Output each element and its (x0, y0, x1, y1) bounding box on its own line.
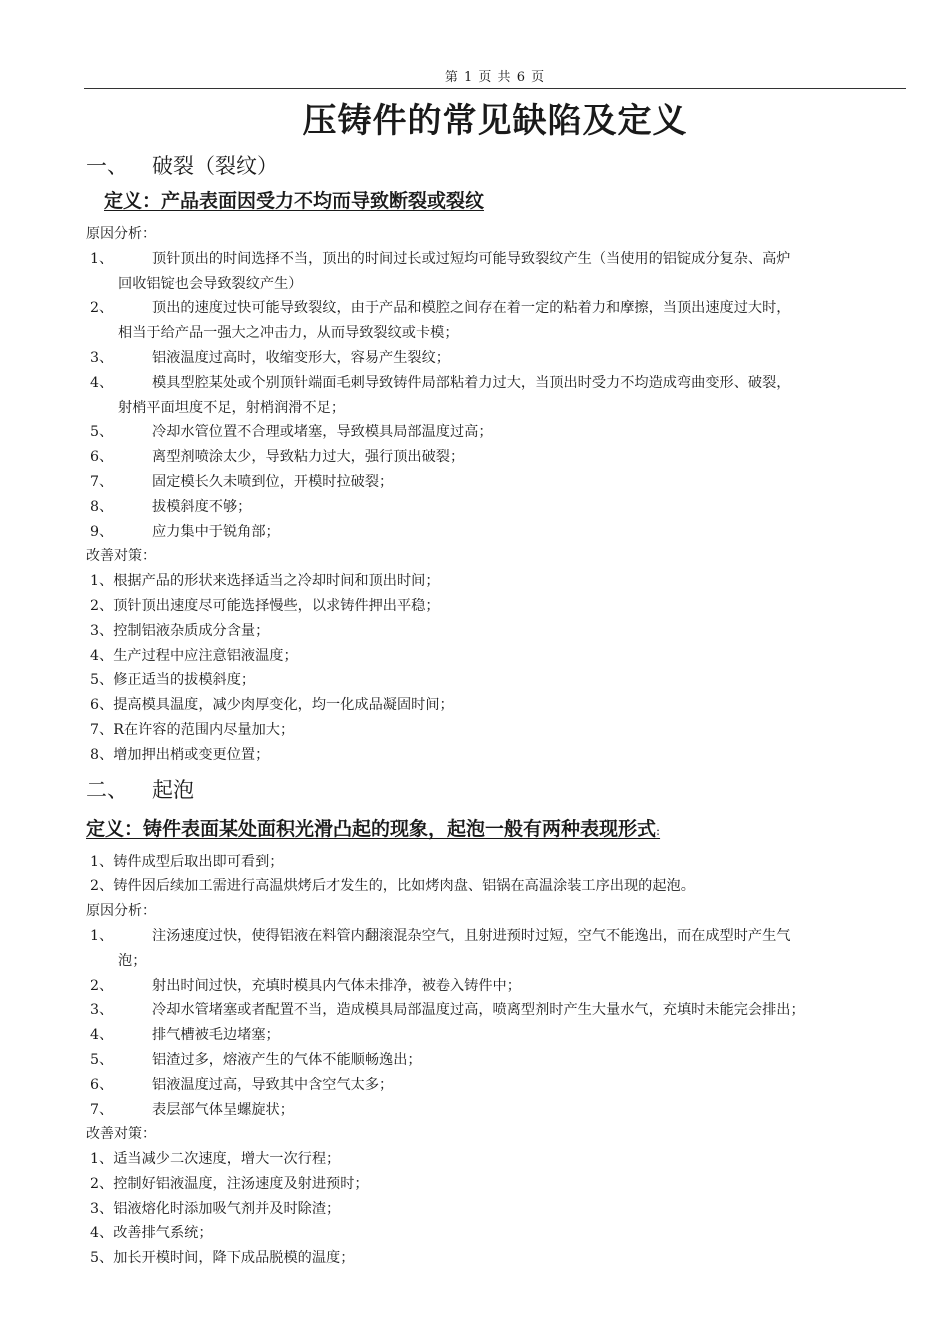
cause-text-line: 顶针顶出的时间选择不当，顶出的时间过长或过短均可能导致裂纹产生（当使用的铝锭成分复杂、高炉 (152, 250, 791, 267)
cause-text (152, 470, 908, 495)
cause-number: 5、 (90, 424, 114, 441)
measure-item: 7、R在许容的范围内尽量加大； (90, 721, 295, 738)
cause-text (152, 445, 908, 470)
cause-number: 7、 (90, 473, 114, 490)
cause-text-line: 冷却水管位置不合理或堵塞，导致模具局部温度过高； (152, 424, 493, 441)
cause-text-line: 冷却水管堵塞或者配置不当，造成模具局部温度过高，喷离型剂时产生大量水气，充填时未能完会排出； (152, 1002, 805, 1019)
cause-text (152, 520, 908, 545)
cause-item (86, 445, 908, 470)
cause-item (86, 495, 908, 520)
cause-item (86, 998, 908, 1023)
cause-item (86, 924, 908, 974)
causes-label-2: 原因分析： (86, 903, 156, 920)
cause-text-continuation: 相当于给产品一强大之冲击力，从而导致裂纹或卡模； (118, 325, 459, 342)
forms-list-2 (86, 850, 908, 900)
document-body (86, 148, 908, 1271)
measures-label-1: 改善对策： (86, 548, 156, 565)
cause-number: 3、 (90, 349, 114, 366)
cause-number: 2、 (90, 300, 114, 317)
cause-text-line: 表层部气体呈螺旋状； (152, 1101, 294, 1118)
section-number: 二、 (86, 777, 128, 802)
cause-text-line: 铝液温度过高时，收缩变形大，容易产生裂纹； (152, 349, 450, 366)
cause-text-line: 应力集中于锐角部； (152, 523, 280, 540)
cause-text-line: 铝渣过多，熔液产生的气体不能顺畅逸出； (152, 1051, 422, 1068)
cause-number: 7、 (90, 1101, 114, 1118)
cause-item (86, 520, 908, 545)
cause-text (152, 1073, 908, 1098)
cause-text-line: 固定模长久未喷到位，开模时拉破裂； (152, 473, 394, 490)
cause-number: 3、 (90, 1002, 114, 1019)
cause-text (118, 247, 908, 297)
cause-text (152, 495, 908, 520)
cause-text (152, 420, 908, 445)
cause-text (152, 1098, 908, 1123)
cause-text (118, 296, 908, 346)
section-heading-2 (86, 772, 908, 806)
form-item: 2、铸件因后续加工需进行高温烘烤后才发生的，比如烤肉盘、铝锅在高温涂装工序出现的起泡。 (90, 878, 695, 895)
cause-number: 1、 (90, 927, 114, 944)
cause-text (152, 346, 908, 371)
measure-item: 6、提高模具温度，减少肉厚变化，均一化成品凝固时间； (90, 697, 454, 714)
cause-number: 9、 (90, 523, 114, 540)
cause-number: 6、 (90, 1076, 114, 1093)
cause-text-line: 排气槽被毛边堵塞； (152, 1027, 280, 1044)
cause-text-line: 模具型腔某处或个别顶针端面毛刺导致铸件局部粘着力过大，当顶出时受力不均造成弯曲变形、破裂， (152, 374, 791, 391)
cause-number: 8、 (90, 498, 114, 515)
header-rule (84, 88, 906, 89)
section-heading-1 (86, 148, 908, 182)
measure-item: 4、生产过程中应注意铝液温度； (90, 647, 298, 664)
measure-item: 3、铝液熔化时添加吸气剂并及时除渣； (90, 1200, 341, 1217)
cause-item (86, 470, 908, 495)
cause-text (152, 974, 908, 999)
cause-text-continuation: 射梢平面坦度不足，射梢润滑不足； (118, 399, 346, 416)
cause-item (86, 247, 908, 297)
measure-item: 5、修正适当的拔模斜度； (90, 672, 256, 689)
cause-text-line: 离型剂喷涂太少，导致粘力过大，强行顶出破裂； (152, 449, 465, 466)
definition-2: 定义：铸件表面某处面积光滑凸起的现象，起泡一般有两种表现形式: (86, 817, 661, 840)
measure-item: 5、加长开模时间，降下成品脱模的温度； (90, 1250, 355, 1267)
cause-number: 6、 (90, 449, 114, 466)
causes-list-1 (86, 247, 908, 545)
cause-item (86, 1073, 908, 1098)
cause-text (118, 371, 908, 421)
measure-item: 2、顶针顶出速度尽可能选择慢些，以求铸件押出平稳； (90, 597, 440, 614)
cause-number: 4、 (90, 1027, 114, 1044)
causes-label-1: 原因分析： (86, 226, 156, 242)
cause-item (86, 346, 908, 371)
cause-item (86, 974, 908, 999)
cause-number: 4、 (90, 374, 114, 391)
cause-text-line: 射出时间过快，充填时模具内气体未排净，被卷入铸件中； (152, 977, 521, 994)
cause-text (152, 998, 908, 1023)
cause-text (118, 924, 908, 974)
cause-item (86, 1048, 908, 1073)
measures-label-2: 改善对策： (86, 1126, 156, 1143)
form-item: 1、铸件成型后取出即可看到； (90, 853, 284, 870)
cause-text-continuation: 回收铝锭也会导致裂纹产生） (118, 275, 303, 292)
measure-item: 4、改善排气系统； (90, 1225, 213, 1242)
cause-text (152, 1048, 908, 1073)
page-indicator: 第 1 页 共 6 页 (444, 70, 546, 85)
cause-text-line: 拔模斜度不够； (152, 498, 252, 515)
cause-item (86, 1023, 908, 1048)
measure-item: 2、控制好铝液温度，注汤速度及射进预时； (90, 1175, 369, 1192)
cause-text-line: 顶出的速度过快可能导致裂纹，由于产品和模腔之间存在着一定的粘着力和摩擦，当顶出速度过大时， (152, 300, 791, 317)
measures-list-1 (86, 569, 908, 767)
cause-text (152, 1023, 908, 1048)
section-number: 一、 (86, 154, 128, 178)
cause-text-line: 注汤速度过快，使得铝液在料管内翻滚混杂空气，且射进预时过短，空气不能逸出，而在成型时产生气 (152, 927, 791, 944)
document-title: 压铸件的常见缺陷及定义 (302, 101, 688, 141)
measure-item: 1、根据产品的形状来选择适当之冷却时间和顶出时间； (90, 573, 440, 590)
measure-item: 3、控制铝液杂质成分含量； (90, 622, 270, 639)
definition-1: 定义：产品表面因受力不均而导致断裂或裂纹 (104, 190, 485, 212)
section-title: 起泡 (152, 777, 194, 802)
cause-number: 5、 (90, 1051, 114, 1068)
cause-number: 1、 (90, 250, 114, 267)
measure-item: 8、增加押出梢或变更位置； (90, 746, 270, 763)
cause-item (86, 296, 908, 346)
causes-list-2 (86, 924, 908, 1122)
cause-number: 2、 (90, 977, 114, 994)
measures-list-2 (86, 1147, 908, 1271)
cause-item (86, 371, 908, 421)
cause-text-continuation: 泡； (118, 952, 147, 969)
cause-item (86, 1098, 908, 1123)
cause-item (86, 420, 908, 445)
cause-text-line: 铝液温度过高，导致其中含空气太多； (152, 1076, 394, 1093)
measure-item: 1、适当减少二次速度，增大一次行程； (90, 1151, 341, 1168)
section-title: 破裂（裂纹） (152, 154, 278, 178)
